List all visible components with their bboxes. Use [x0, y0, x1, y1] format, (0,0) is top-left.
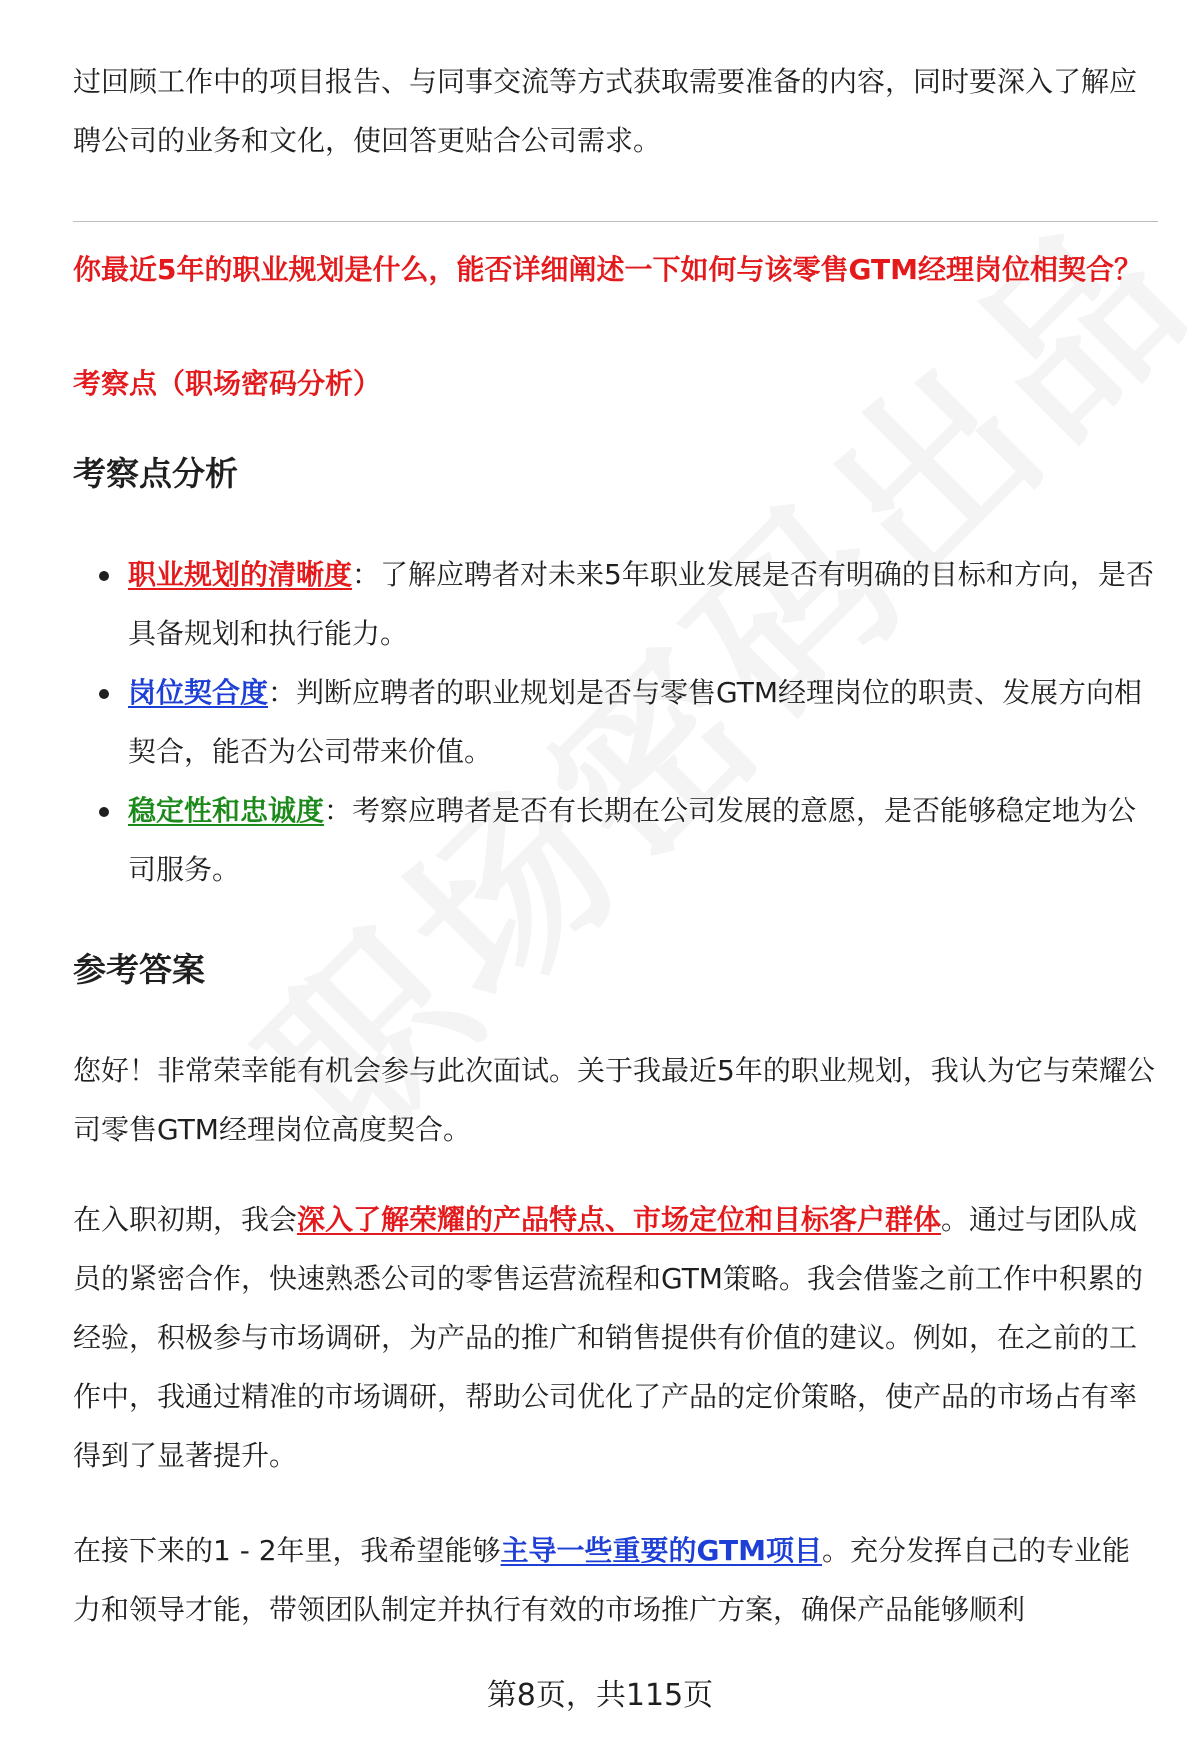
question-subtitle: 考察点（职场密码分析） — [73, 367, 382, 400]
answer-paragraph-1: 您好！非常荣幸能有机会参与此次面试。关于我最近5年的职业规划，我认为它与荣耀公司零售GTM经理岗位高度契合。 — [73, 1054, 1155, 1146]
bullet-dot-icon — [99, 571, 109, 581]
point-text: ：判断应聘者的职业规划是否与零售GTM经理岗位的职责、发展方向相契合，能否为公司带来价值。 — [128, 676, 1142, 768]
point-keyword: 职业规划的清晰度 — [128, 558, 353, 591]
answer-text: 在接下来的1 - 2年里，我希望能够 — [73, 1534, 501, 1567]
intro-paragraph: 过回顾工作中的项目报告、与同事交流等方式获取需要准备的内容，同时要深入了解应聘公司的业务和文化，使回答更贴合公司需求。 — [73, 65, 1138, 157]
question-title: 你最近5年的职业规划是什么，能否详细阐述一下如何与该零售GTM经理岗位相契合？ — [73, 253, 1142, 286]
answer-text: 在入职初期，我会 — [73, 1203, 298, 1236]
point-keyword: 岗位契合度 — [128, 676, 269, 709]
bullet-dot-icon — [99, 689, 109, 699]
analysis-point — [73, 663, 1158, 781]
analysis-list — [73, 545, 1158, 899]
analysis-point — [73, 545, 1158, 663]
analysis-point — [73, 781, 1158, 899]
answer-keyword: 深入了解荣耀的产品特点、市场定位和目标客户群体 — [297, 1203, 942, 1236]
answer-keyword: 主导一些重要的GTM项目 — [500, 1534, 823, 1567]
section-divider — [73, 221, 1158, 222]
point-keyword: 稳定性和忠诚度 — [128, 794, 325, 827]
answer-heading: 参考答案 — [73, 950, 205, 989]
analysis-heading: 考察点分析 — [73, 454, 238, 493]
answer-text: 。充分发挥自己的专业能力和领导才能，带领团队制定并执行有效的市场推广方案，确保产品能够顺利 — [73, 1534, 1131, 1626]
answer-text: 。通过与团队成员的紧密合作，快速熟悉公司的零售运营流程和GTM策略。我会借鉴之前工作中积累的经验，积极参与市场调研，为产品的推广和销售提供有价值的建议。例如，在之前的工作中，我通过精准的市场调研，帮助公司优化了产品的定价策略，使产品的市场占有率得到了显著提升。 — [73, 1203, 1143, 1472]
answer-paragraph-2 — [73, 1190, 1158, 1485]
bullet-dot-icon — [99, 807, 109, 817]
point-text: ：了解应聘者对未来5年职业发展是否有明确的目标和方向，是否具备规划和执行能力。 — [128, 558, 1154, 650]
page-footer: 第8页，共115页 — [486, 1678, 714, 1713]
answer-paragraph-3 — [73, 1521, 1158, 1639]
point-text: ：考察应聘者是否有长期在公司发展的意愿，是否能够稳定地为公司服务。 — [128, 794, 1137, 886]
